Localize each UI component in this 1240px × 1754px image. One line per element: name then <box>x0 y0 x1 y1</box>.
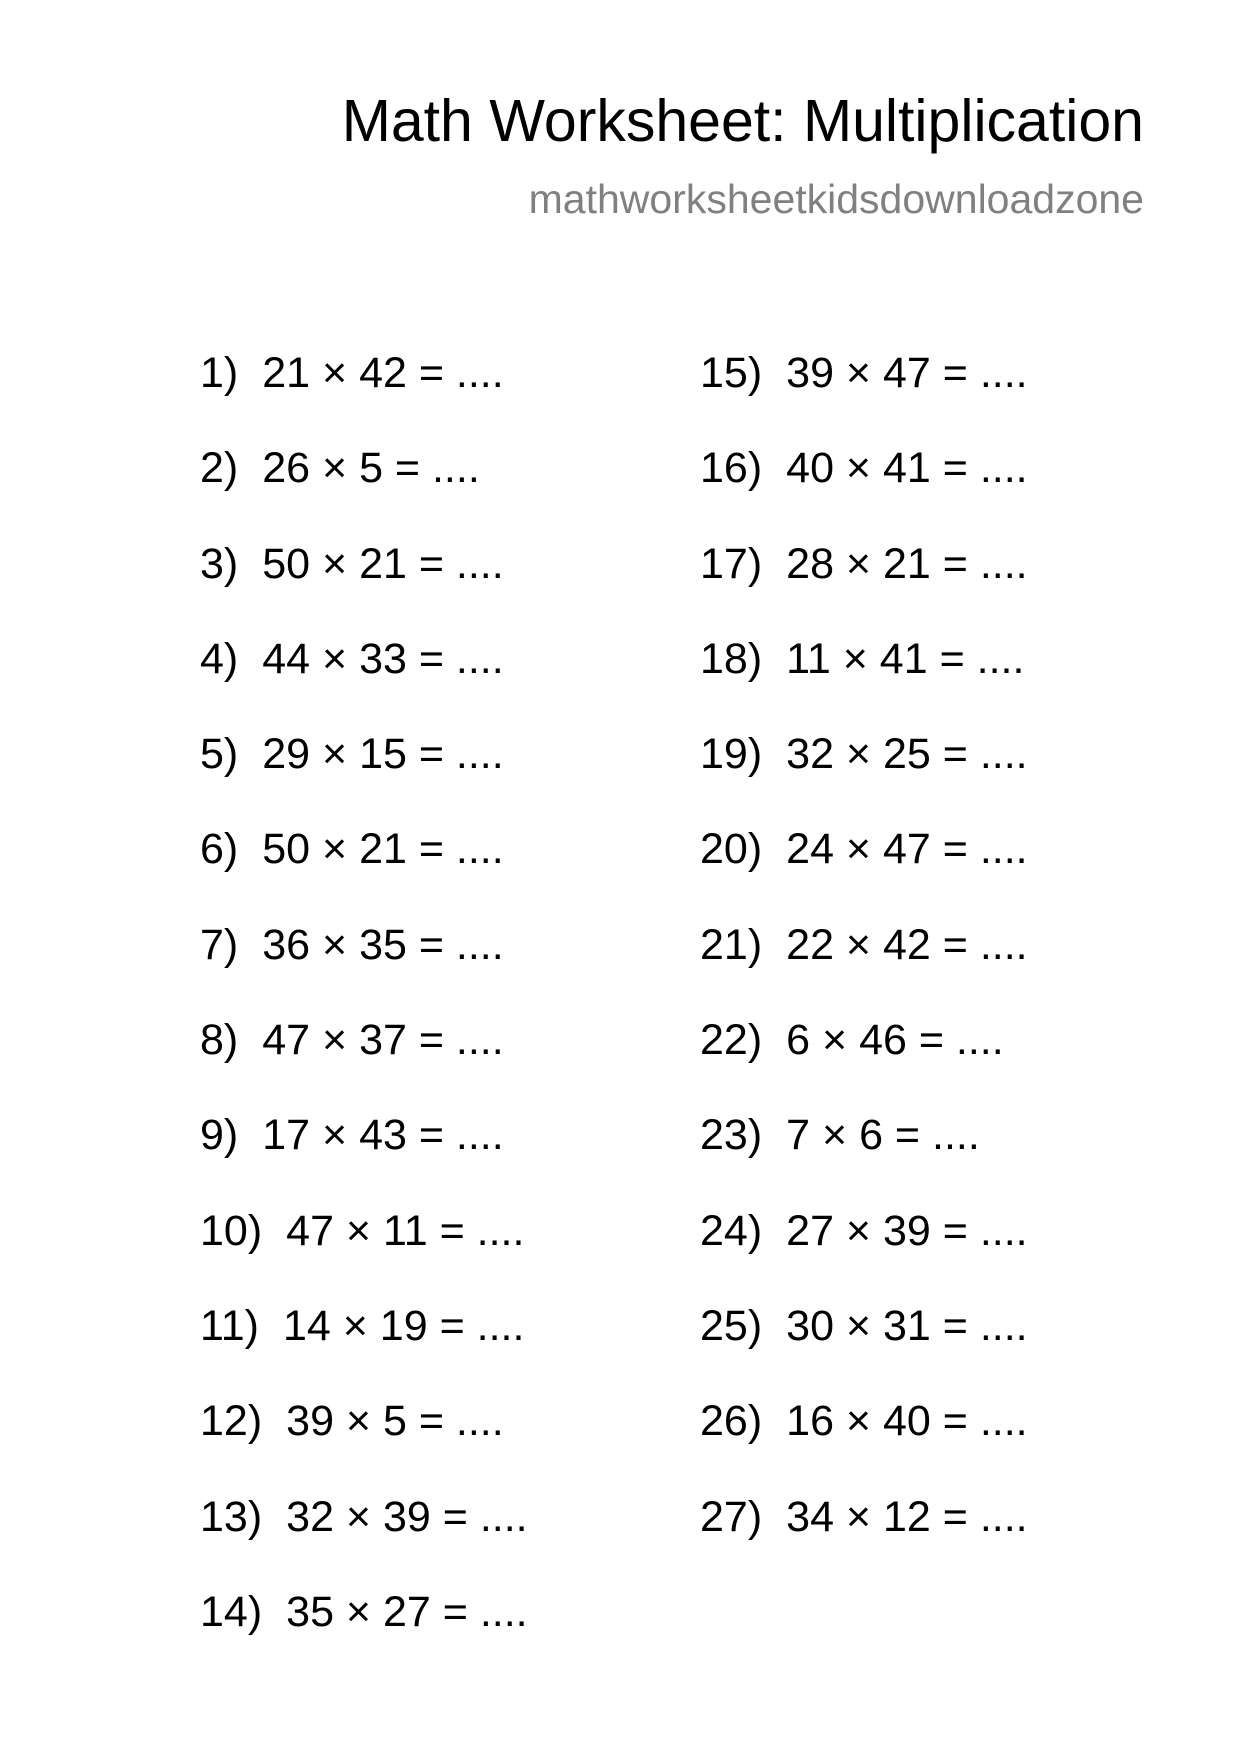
problem-number: 20) <box>700 825 763 874</box>
problem-number: 12) <box>200 1397 263 1446</box>
problem-item <box>200 1206 528 1305</box>
problem-expression: 39 × 5 = .... <box>286 1397 504 1446</box>
problem-number: 15) <box>700 349 763 397</box>
problem-number: 23) <box>700 1111 763 1160</box>
problem-expression: 30 × 31 = .... <box>786 1301 1028 1350</box>
problem-number: 7) <box>200 920 239 969</box>
problem-number: 1) <box>200 349 239 397</box>
problem-item <box>200 1492 528 1591</box>
problem-expression: 16 × 40 = .... <box>786 1397 1028 1446</box>
problem-number: 9) <box>200 1111 239 1160</box>
problem-item <box>200 920 528 1019</box>
problem-number: 22) <box>700 1016 763 1065</box>
problem-expression: 17 × 43 = .... <box>262 1111 504 1160</box>
problem-number: 3) <box>200 539 239 588</box>
problem-expression: 7 × 6 = .... <box>786 1111 980 1160</box>
problem-number: 27) <box>700 1492 763 1541</box>
problem-item <box>200 1587 528 1686</box>
problem-number: 5) <box>200 730 239 779</box>
problem-expression: 35 × 27 = .... <box>286 1587 528 1636</box>
problem-item <box>700 730 1028 828</box>
problem-expression: 14 × 19 = .... <box>282 1301 525 1350</box>
problem-number: 2) <box>200 444 239 493</box>
problem-number: 26) <box>700 1397 763 1446</box>
problem-expression: 22 × 42 = .... <box>786 920 1028 969</box>
problem-expression: 26 × 5 = .... <box>262 444 480 493</box>
problem-number: 8) <box>200 1016 239 1065</box>
problem-expression: 29 × 15 = .... <box>262 730 504 779</box>
problem-number: 19) <box>700 730 763 779</box>
problem-item <box>200 349 528 447</box>
problem-number: 14) <box>200 1587 263 1636</box>
problem-item <box>700 539 1028 638</box>
problem-item <box>200 444 528 542</box>
problem-expression: 47 × 37 = .... <box>262 1016 504 1065</box>
problem-item <box>200 634 528 733</box>
problem-expression: 40 × 41 = .... <box>786 444 1028 493</box>
problem-item <box>200 1301 528 1400</box>
problem-expression: 32 × 39 = .... <box>286 1492 528 1541</box>
problem-number: 25) <box>700 1301 763 1350</box>
problem-item <box>700 1016 1028 1114</box>
problem-expression: 24 × 47 = .... <box>786 825 1028 874</box>
problem-expression: 32 × 25 = .... <box>786 730 1028 779</box>
problem-number: 18) <box>700 634 763 683</box>
problem-number: 4) <box>200 634 239 683</box>
problem-expression: 50 × 21 = .... <box>262 825 504 874</box>
problem-number: 21) <box>700 920 763 969</box>
problem-item <box>700 444 1028 542</box>
problems-column-right <box>700 349 1028 1591</box>
problem-number: 17) <box>700 539 763 588</box>
worksheet-title: Math Worksheet: Multiplication <box>341 88 1144 154</box>
problem-item <box>200 1397 528 1495</box>
problem-item <box>700 920 1028 1019</box>
worksheet-subtitle: mathworksheetkidsdownloadzone <box>528 176 1144 222</box>
problem-item <box>700 634 1028 733</box>
problem-item <box>700 1301 1028 1400</box>
problem-item <box>200 1111 528 1209</box>
problem-item <box>700 1111 1028 1209</box>
problem-number: 10) <box>200 1206 263 1255</box>
problem-item <box>200 730 528 828</box>
problem-number: 11) <box>200 1301 259 1350</box>
problem-number: 13) <box>200 1492 263 1541</box>
problem-expression: 27 × 39 = .... <box>786 1206 1028 1255</box>
problem-expression: 47 × 11 = .... <box>286 1206 525 1255</box>
problem-expression: 28 × 21 = .... <box>786 539 1028 588</box>
problem-expression: 39 × 47 = .... <box>786 349 1028 397</box>
problem-expression: 11 × 41 = .... <box>786 634 1025 683</box>
problem-item <box>700 825 1028 923</box>
problem-expression: 50 × 21 = .... <box>262 539 504 588</box>
problem-item <box>700 349 1028 447</box>
problem-item <box>200 1016 528 1114</box>
problem-number: 6) <box>200 825 239 874</box>
problem-item <box>700 1492 1028 1591</box>
problem-number: 24) <box>700 1206 763 1255</box>
problem-expression: 21 × 42 = .... <box>262 349 504 397</box>
problem-item <box>700 1206 1028 1305</box>
problems-column-left <box>200 349 528 1686</box>
problem-item <box>200 825 528 923</box>
worksheet-header <box>341 88 1144 222</box>
problem-number: 16) <box>700 444 763 493</box>
problem-expression: 34 × 12 = .... <box>786 1492 1028 1541</box>
problem-item <box>200 539 528 638</box>
problem-expression: 44 × 33 = .... <box>262 634 504 683</box>
problem-expression: 36 × 35 = .... <box>262 920 504 969</box>
problem-expression: 6 × 46 = .... <box>786 1016 1004 1065</box>
problem-item <box>700 1397 1028 1495</box>
